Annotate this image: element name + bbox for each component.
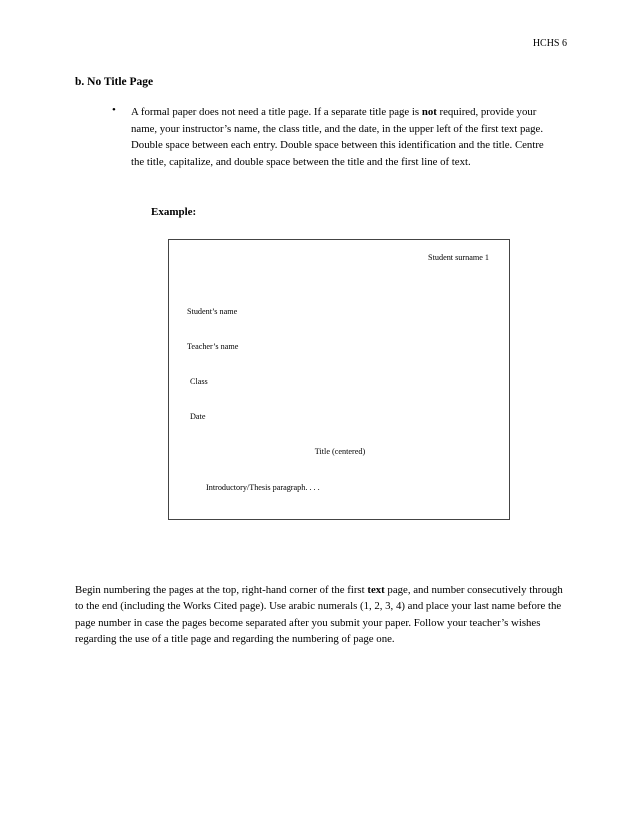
closing-bold-word: text (367, 584, 385, 596)
example-teacher-name: Teacher’s name (187, 342, 239, 351)
bullet-text-before: A formal paper does not need a title page. If a separate title page is (131, 106, 422, 118)
bullet-item (112, 104, 544, 170)
example-page-box (168, 239, 510, 520)
example-surname-line: Student surname 1 (428, 253, 489, 262)
closing-text-before: Begin numbering the pages at the top, right-hand corner of the first (75, 584, 368, 596)
bullet-text (131, 104, 544, 170)
example-date-line: Date (190, 412, 206, 421)
page-header: HCHS 6 (532, 38, 567, 49)
example-title-line: Title (centered) (314, 447, 366, 456)
closing-paragraph (75, 582, 567, 647)
bullet-bold-word: not (421, 106, 437, 118)
example-student-name: Student’s name (187, 307, 238, 316)
bullet-icon: • (112, 104, 116, 116)
bullet-text-after: required, provide your name, your instructor’s name, the class title, and the date, in the upper left of the first text page. Double space between each entry. Double space between this identification and the title. Centre the title, capitalize, and double space between the title and the first line of text. (131, 106, 544, 168)
example-class-line: Class (190, 377, 208, 386)
example-intro-line: Introductory/Thesis paragraph. . . . (206, 483, 320, 492)
closing-text-after: page, and number consecutively through to the end (including the Works Cited page). Use arabic numerals (1, 2, 3, 4) and place your last name before the page number in case the pages become separated after you submit your paper. Follow your teacher’s wishes regarding the use of a title page and regarding the numbering of page one. (75, 584, 563, 645)
section-title: b. No Title Page (75, 76, 154, 88)
example-label: Example: (151, 206, 197, 218)
